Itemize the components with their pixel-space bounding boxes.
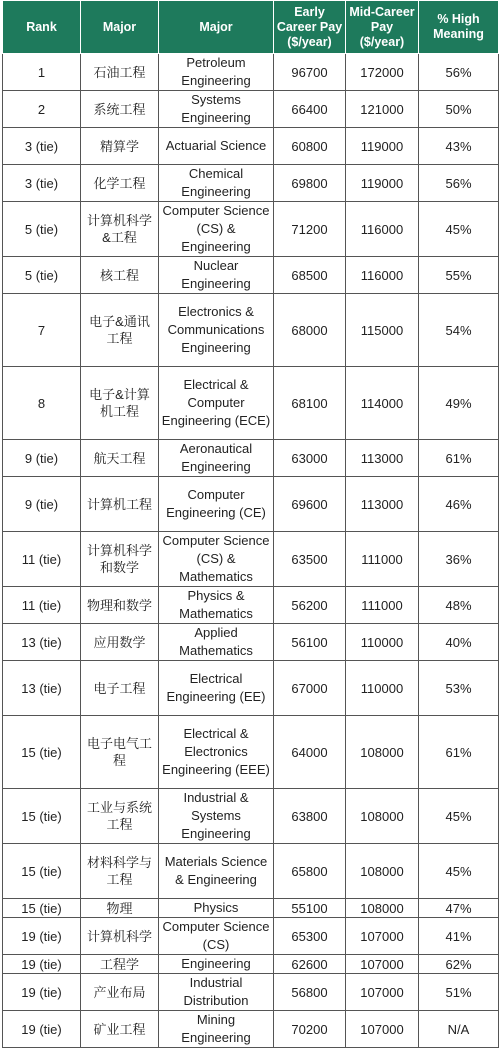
cell-mid-career-pay: 107000 <box>346 918 419 955</box>
cell-mid-career-pay: 172000 <box>346 54 419 91</box>
table-row <box>3 661 499 716</box>
header-row <box>3 1 499 54</box>
cell-major-en: Petroleum Engineering <box>159 54 274 91</box>
cell-mid-career-pay: 116000 <box>346 202 419 257</box>
cell-major-cn: 电子&计算机工程 <box>81 367 159 440</box>
cell-high-meaning: 53% <box>419 661 499 716</box>
cell-early-career-pay: 64000 <box>274 716 346 789</box>
cell-major-cn: 电子工程 <box>81 661 159 716</box>
cell-high-meaning: 36% <box>419 532 499 587</box>
cell-mid-career-pay: 121000 <box>346 91 419 128</box>
table-row <box>3 918 499 955</box>
cell-mid-career-pay: 111000 <box>346 587 419 624</box>
cell-rank: 19 (tie) <box>3 955 81 974</box>
cell-rank: 1 <box>3 54 81 91</box>
cell-high-meaning: 48% <box>419 587 499 624</box>
cell-high-meaning: 46% <box>419 477 499 532</box>
cell-early-career-pay: 69600 <box>274 477 346 532</box>
cell-mid-career-pay: 113000 <box>346 477 419 532</box>
cell-major-cn: 应用数学 <box>81 624 159 661</box>
table-row <box>3 955 499 974</box>
table-row <box>3 587 499 624</box>
cell-mid-career-pay: 119000 <box>346 165 419 202</box>
cell-major-cn: 矿业工程 <box>81 1011 159 1048</box>
cell-major-cn: 计算机工程 <box>81 477 159 532</box>
cell-major-en: Industrial Distribution <box>159 974 274 1011</box>
cell-rank: 9 (tie) <box>3 440 81 477</box>
cell-major-cn: 物理和数学 <box>81 587 159 624</box>
cell-major-cn: 化学工程 <box>81 165 159 202</box>
cell-high-meaning: 56% <box>419 165 499 202</box>
cell-major-cn: 航天工程 <box>81 440 159 477</box>
cell-high-meaning: 51% <box>419 974 499 1011</box>
cell-early-career-pay: 65300 <box>274 918 346 955</box>
cell-mid-career-pay: 108000 <box>346 716 419 789</box>
cell-mid-career-pay: 113000 <box>346 440 419 477</box>
cell-major-en: Actuarial Science <box>159 128 274 165</box>
cell-high-meaning: 45% <box>419 844 499 899</box>
cell-rank: 11 (tie) <box>3 532 81 587</box>
cell-early-career-pay: 65800 <box>274 844 346 899</box>
cell-mid-career-pay: 115000 <box>346 294 419 367</box>
cell-rank: 7 <box>3 294 81 367</box>
cell-rank: 19 (tie) <box>3 1011 81 1048</box>
cell-mid-career-pay: 107000 <box>346 955 419 974</box>
cell-mid-career-pay: 108000 <box>346 899 419 918</box>
table-row <box>3 532 499 587</box>
cell-high-meaning: 62% <box>419 955 499 974</box>
cell-high-meaning: 50% <box>419 91 499 128</box>
header-rank: Rank <box>3 1 81 54</box>
cell-mid-career-pay: 116000 <box>346 257 419 294</box>
cell-major-en: Computer Engineering (CE) <box>159 477 274 532</box>
cell-major-en: Physics <box>159 899 274 918</box>
cell-early-career-pay: 68100 <box>274 367 346 440</box>
cell-major-cn: 核工程 <box>81 257 159 294</box>
cell-high-meaning: 45% <box>419 202 499 257</box>
cell-major-cn: 材料科学与工程 <box>81 844 159 899</box>
cell-rank: 5 (tie) <box>3 202 81 257</box>
cell-rank: 8 <box>3 367 81 440</box>
cell-rank: 9 (tie) <box>3 477 81 532</box>
cell-high-meaning: 55% <box>419 257 499 294</box>
cell-high-meaning: 56% <box>419 54 499 91</box>
cell-major-cn: 计算机科学 <box>81 918 159 955</box>
table-row <box>3 899 499 918</box>
cell-mid-career-pay: 119000 <box>346 128 419 165</box>
cell-early-career-pay: 63800 <box>274 789 346 844</box>
cell-major-en: Materials Science & Engineering <box>159 844 274 899</box>
cell-early-career-pay: 56800 <box>274 974 346 1011</box>
cell-major-cn: 工业与系统工程 <box>81 789 159 844</box>
cell-high-meaning: 47% <box>419 899 499 918</box>
cell-major-en: Systems Engineering <box>159 91 274 128</box>
cell-major-cn: 系统工程 <box>81 91 159 128</box>
cell-major-cn: 工程学 <box>81 955 159 974</box>
cell-high-meaning: N/A <box>419 1011 499 1048</box>
table-row <box>3 716 499 789</box>
header-major-en: Major <box>159 1 274 54</box>
header-high-meaning: % High Meaning <box>419 1 499 54</box>
table-row <box>3 91 499 128</box>
cell-rank: 15 (tie) <box>3 716 81 789</box>
cell-rank: 11 (tie) <box>3 587 81 624</box>
table-row <box>3 202 499 257</box>
cell-major-cn: 石油工程 <box>81 54 159 91</box>
cell-rank: 19 (tie) <box>3 918 81 955</box>
cell-rank: 15 (tie) <box>3 789 81 844</box>
cell-early-career-pay: 63000 <box>274 440 346 477</box>
cell-rank: 3 (tie) <box>3 165 81 202</box>
table-row <box>3 624 499 661</box>
cell-high-meaning: 45% <box>419 789 499 844</box>
header-early-career-pay: Early Career Pay ($/year) <box>274 1 346 54</box>
cell-major-cn: 精算学 <box>81 128 159 165</box>
cell-major-en: Mining Engineering <box>159 1011 274 1048</box>
cell-rank: 3 (tie) <box>3 128 81 165</box>
cell-rank: 15 (tie) <box>3 844 81 899</box>
cell-high-meaning: 61% <box>419 716 499 789</box>
cell-rank: 19 (tie) <box>3 974 81 1011</box>
cell-major-en: Applied Mathematics <box>159 624 274 661</box>
cell-major-cn: 产业布局 <box>81 974 159 1011</box>
table-body <box>3 54 499 1048</box>
cell-high-meaning: 61% <box>419 440 499 477</box>
cell-rank: 5 (tie) <box>3 257 81 294</box>
table-row <box>3 440 499 477</box>
table-row <box>3 844 499 899</box>
cell-rank: 15 (tie) <box>3 899 81 918</box>
cell-major-en: Computer Science (CS) & Mathematics <box>159 532 274 587</box>
cell-rank: 13 (tie) <box>3 661 81 716</box>
cell-early-career-pay: 68500 <box>274 257 346 294</box>
cell-mid-career-pay: 107000 <box>346 1011 419 1048</box>
table-row <box>3 367 499 440</box>
table-row <box>3 294 499 367</box>
cell-early-career-pay: 66400 <box>274 91 346 128</box>
table-row <box>3 974 499 1011</box>
cell-early-career-pay: 96700 <box>274 54 346 91</box>
cell-rank: 2 <box>3 91 81 128</box>
salary-ranking-table <box>2 0 499 1048</box>
table-row <box>3 1011 499 1048</box>
cell-high-meaning: 54% <box>419 294 499 367</box>
cell-mid-career-pay: 107000 <box>346 974 419 1011</box>
table-row <box>3 789 499 844</box>
cell-mid-career-pay: 110000 <box>346 624 419 661</box>
cell-early-career-pay: 69800 <box>274 165 346 202</box>
cell-major-en: Electronics & Communications Engineering <box>159 294 274 367</box>
cell-mid-career-pay: 108000 <box>346 844 419 899</box>
cell-early-career-pay: 56200 <box>274 587 346 624</box>
cell-major-cn: 计算机科学和数学 <box>81 532 159 587</box>
cell-major-en: Electrical & Electronics Engineering (EEE) <box>159 716 274 789</box>
cell-early-career-pay: 63500 <box>274 532 346 587</box>
cell-major-en: Computer Science (CS) <box>159 918 274 955</box>
cell-high-meaning: 49% <box>419 367 499 440</box>
cell-major-en: Aeronautical Engineering <box>159 440 274 477</box>
cell-early-career-pay: 70200 <box>274 1011 346 1048</box>
cell-mid-career-pay: 111000 <box>346 532 419 587</box>
table-row <box>3 54 499 91</box>
table-row <box>3 165 499 202</box>
cell-major-en: Industrial & Systems Engineering <box>159 789 274 844</box>
cell-mid-career-pay: 108000 <box>346 789 419 844</box>
cell-major-en: Nuclear Engineering <box>159 257 274 294</box>
cell-major-cn: 计算机科学&工程 <box>81 202 159 257</box>
table-header <box>3 1 499 54</box>
cell-mid-career-pay: 114000 <box>346 367 419 440</box>
cell-early-career-pay: 67000 <box>274 661 346 716</box>
cell-early-career-pay: 55100 <box>274 899 346 918</box>
cell-major-cn: 电子电气工程 <box>81 716 159 789</box>
cell-mid-career-pay: 110000 <box>346 661 419 716</box>
table-row <box>3 128 499 165</box>
cell-high-meaning: 43% <box>419 128 499 165</box>
cell-major-en: Electrical Engineering (EE) <box>159 661 274 716</box>
cell-major-cn: 物理 <box>81 899 159 918</box>
cell-major-en: Physics & Mathematics <box>159 587 274 624</box>
cell-major-en: Electrical & Computer Engineering (ECE) <box>159 367 274 440</box>
cell-major-en: Chemical Engineering <box>159 165 274 202</box>
table-row <box>3 257 499 294</box>
cell-high-meaning: 40% <box>419 624 499 661</box>
table-row <box>3 477 499 532</box>
cell-early-career-pay: 62600 <box>274 955 346 974</box>
cell-major-en: Engineering <box>159 955 274 974</box>
cell-high-meaning: 41% <box>419 918 499 955</box>
header-mid-career-pay: Mid-Career Pay ($/year) <box>346 1 419 54</box>
cell-early-career-pay: 56100 <box>274 624 346 661</box>
cell-early-career-pay: 68000 <box>274 294 346 367</box>
cell-major-cn: 电子&通讯工程 <box>81 294 159 367</box>
cell-early-career-pay: 60800 <box>274 128 346 165</box>
cell-early-career-pay: 71200 <box>274 202 346 257</box>
salary-table-container <box>2 0 498 1048</box>
cell-major-en: Computer Science (CS) & Engineering <box>159 202 274 257</box>
cell-rank: 13 (tie) <box>3 624 81 661</box>
header-major-cn: Major <box>81 1 159 54</box>
